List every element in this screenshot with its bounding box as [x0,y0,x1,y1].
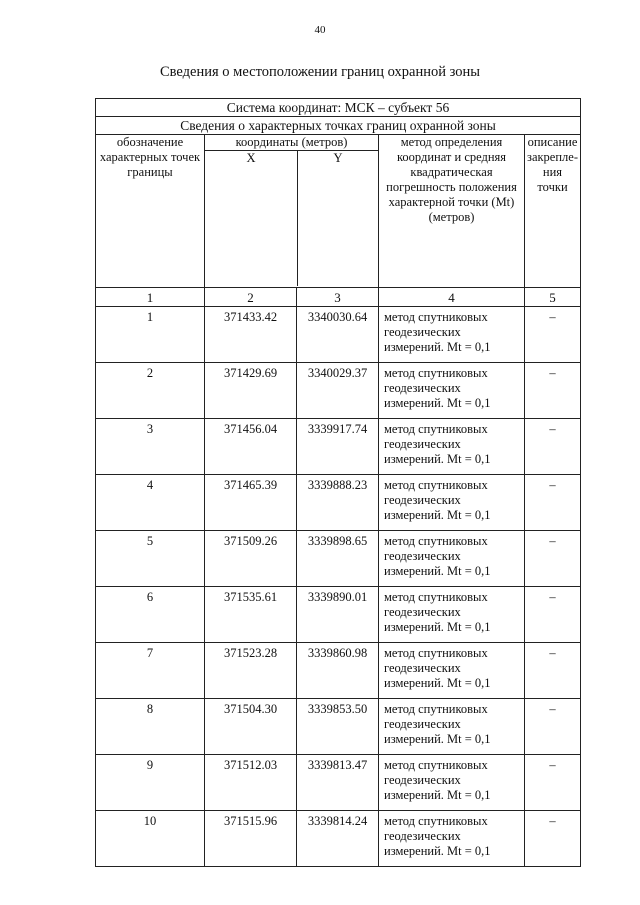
header-coords-label: координаты (метров) [205,135,378,151]
method-text: метод спутниковых геодезических измерений. Mt = 0,1 [379,643,525,699]
point-description: – [525,363,581,419]
coord-x: 371456.04 [205,419,297,475]
coord-y: 3339898.65 [297,531,379,587]
method-text: метод спутниковых геодезических измерений. Mt = 0,1 [379,811,525,867]
table-row [96,307,581,363]
header-x: X [205,151,298,286]
method-text: метод спутниковых геодезических измерений. Mt = 0,1 [379,363,525,419]
point-number: 4 [96,475,205,531]
point-number: 10 [96,811,205,867]
method-text: метод спутниковых геодезических измерений. Mt = 0,1 [379,755,525,811]
table-row [96,475,581,531]
section-title-cell: Сведения о характерных точках границ охранной зоны [96,117,581,135]
method-text: метод спутниковых геодезических измерений. Mt = 0,1 [379,419,525,475]
method-text: метод спутниковых геодезических измерений. Mt = 0,1 [379,307,525,363]
method-text: метод спутниковых геодезических измерений. Mt = 0,1 [379,587,525,643]
col-number: 1 [96,288,205,307]
col-number: 5 [525,288,581,307]
coord-x: 371535.61 [205,587,297,643]
coord-y: 3340030.64 [297,307,379,363]
table-row [96,531,581,587]
table-row [96,699,581,755]
coord-x: 371429.69 [205,363,297,419]
coordinate-system-cell: Система координат: МСК – субъект 56 [96,99,581,117]
coord-y: 3339860.98 [297,643,379,699]
coord-y: 3339890.01 [297,587,379,643]
header-row [96,135,581,288]
table-row [96,755,581,811]
coord-x: 371512.03 [205,755,297,811]
header-method: метод определения координат и средняя квадратическая погрешность положения характерной точки (Mt) (метров) [379,135,525,288]
method-text: метод спутниковых геодезических измерений. Mt = 0,1 [379,699,525,755]
coord-x: 371433.42 [205,307,297,363]
point-description: – [525,419,581,475]
point-description: – [525,307,581,363]
document-title: Сведения о местоположении границ охранной зоны [159,64,480,80]
header-xy [205,151,378,286]
page-number: 40 [314,24,326,36]
col-number: 3 [297,288,379,307]
coord-x: 371465.39 [205,475,297,531]
table-row [96,587,581,643]
coordinate-system-row [96,99,581,117]
coord-y: 3339853.50 [297,699,379,755]
point-number: 5 [96,531,205,587]
coord-y: 3339888.23 [297,475,379,531]
point-description: – [525,587,581,643]
coord-x: 371509.26 [205,531,297,587]
point-description: – [525,643,581,699]
point-number: 7 [96,643,205,699]
coord-x: 371523.28 [205,643,297,699]
boundary-points-table [95,98,581,867]
coord-y: 3339814.24 [297,811,379,867]
point-description: – [525,811,581,867]
col-number: 2 [205,288,297,307]
table-row [96,363,581,419]
section-title-row [96,117,581,135]
header-point: обозначение характерных точек границы [96,135,205,288]
point-description: – [525,531,581,587]
coord-x: 371515.96 [205,811,297,867]
point-description: – [525,755,581,811]
table-row [96,811,581,867]
point-number: 8 [96,699,205,755]
table-row [96,643,581,699]
table-row [96,419,581,475]
header-y: Y [333,151,343,165]
method-text: метод спутниковых геодезических измерений. Mt = 0,1 [379,531,525,587]
point-description: – [525,475,581,531]
point-description: – [525,699,581,755]
point-number: 1 [96,307,205,363]
col-number: 4 [379,288,525,307]
coord-y: 3339813.47 [297,755,379,811]
point-number: 9 [96,755,205,811]
column-numbers-row [96,288,581,307]
coord-x: 371504.30 [205,699,297,755]
coord-y: 3339917.74 [297,419,379,475]
coord-y: 3340029.37 [297,363,379,419]
point-number: 3 [96,419,205,475]
header-desc: описание закрепле-ния точки [525,135,581,288]
method-text: метод спутниковых геодезических измерений. Mt = 0,1 [379,475,525,531]
header-coords [205,135,379,288]
point-number: 2 [96,363,205,419]
point-number: 6 [96,587,205,643]
